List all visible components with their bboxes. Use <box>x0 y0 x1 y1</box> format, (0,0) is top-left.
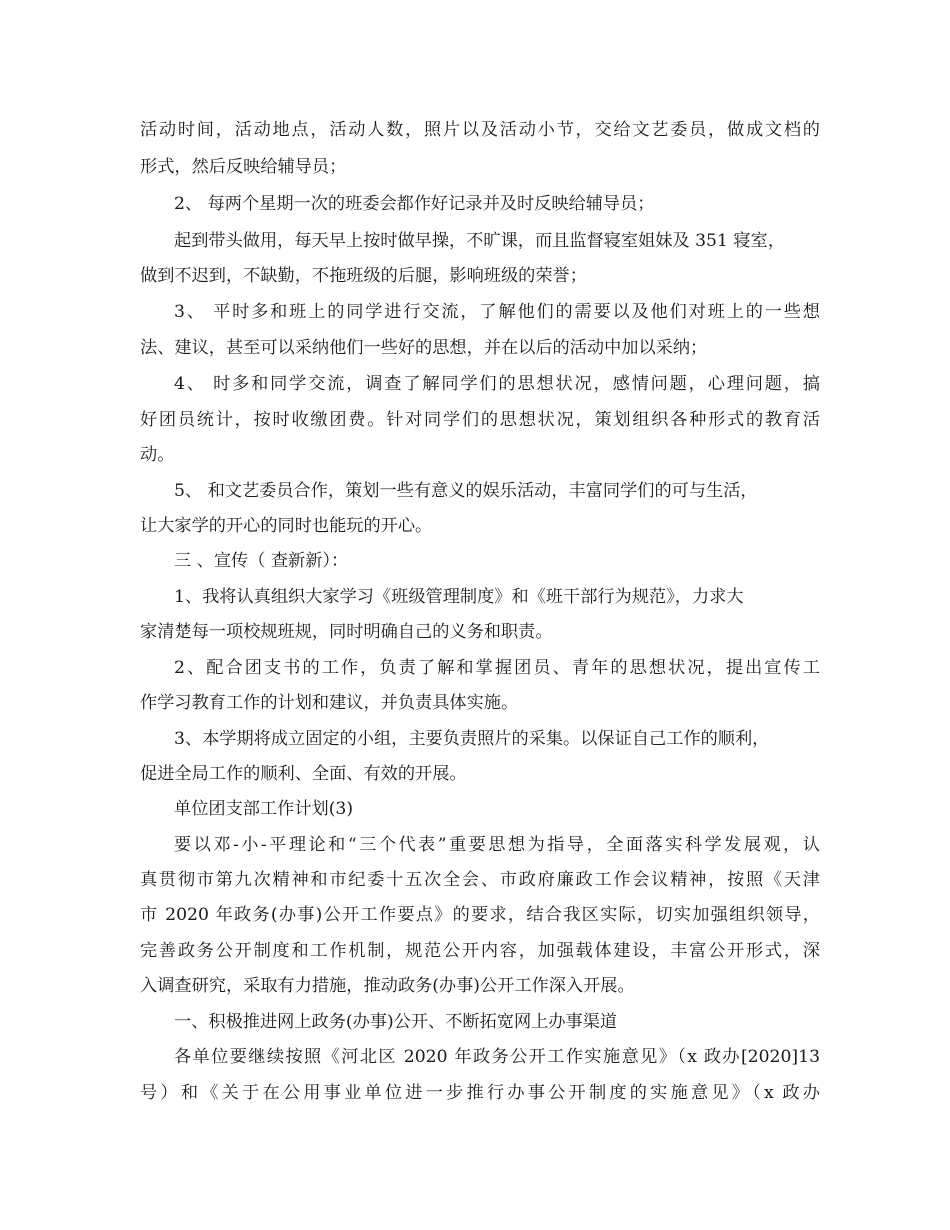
paragraph-line: 号）和《关于在公用事业单位进一步推行办事公开制度的实施意见》（x 政办 <box>140 1083 820 1103</box>
paragraph-line: 动。 <box>140 445 175 465</box>
paragraph-line: 好团员统计，按时收缴团费。针对同学们的思想状况，策划组织各种形式的教育活 <box>140 410 820 430</box>
paragraph-line: 形式，然后反映给辅导员； <box>140 157 347 177</box>
section-heading: 一、积极推进网上政务(办事)公开、不断拓宽网上办事渠道 <box>174 1012 618 1032</box>
paragraph-line: 法、建议，甚至可以采纳他们一些好的思想，并在以后的活动中加以采纳； <box>140 338 708 358</box>
section-title: 单位团支部工作计划(3) <box>174 799 354 819</box>
paragraph-line: 真贯彻市第九次精神和市纪委十五次全会、市政府廉政工作会议精神，按照《天津 <box>140 870 820 890</box>
paragraph-line: 2、配合团支书的工作，负责了解和掌握团员、青年的思想状况，提出宣传工 <box>174 658 820 678</box>
paragraph-line: 起到带头做用，每天早上按时做早操，不旷课，而且监督寝室姐妹及 351 寝室， <box>174 231 785 251</box>
paragraph-line: 各单位要继续按照《河北区 2020 年政务公开工作实施意见》（x 政办[2020]13 <box>174 1047 820 1067</box>
paragraph-line: 5、 和文艺委员合作，策划一些有意义的娱乐活动，丰富同学们的可与生活， <box>174 481 758 501</box>
paragraph-line: 市 2020 年政务(办事)公开工作要点》的要求，结合我区实际，切实加强组织领导， <box>140 905 820 925</box>
paragraph-line: 家清楚每一项校规班规，同时明确自己的义务和职责。 <box>140 622 553 642</box>
paragraph-line: 3、本学期将成立固定的小组，主要负责照片的采集。以保证自己工作的顺利， <box>174 729 770 749</box>
paragraph-line: 促进全局工作的顺利、全面、有效的开展。 <box>140 764 467 784</box>
paragraph-line: 入调查研究，采取有力措施，推动政务(办事)公开工作深入开展。 <box>140 976 635 996</box>
paragraph-line: 作学习教育工作的计划和建议，并负责具体实施。 <box>140 693 519 713</box>
paragraph-line: 完善政务公开制度和工作机制，规范公开内容，加强载体建设，丰富公开形式，深 <box>140 941 820 961</box>
paragraph-line: 活动时间，活动地点，活动人数，照片以及活动小节，交给文艺委员，做成文档的 <box>140 120 820 140</box>
paragraph-line: 要以邓-小-平理论和“三个代表”重要思想为指导，全面落实科学发展观，认 <box>174 835 820 855</box>
paragraph-line: 3、 平时多和班上的同学进行交流，了解他们的需要以及他们对班上的一些想 <box>174 302 820 322</box>
paragraph-line: 1、我将认真组织大家学习《班级管理制度》和《班干部行为规范》，力求大 <box>174 587 744 607</box>
paragraph-line: 让大家学的开心的同时也能玩的开心。 <box>140 516 433 536</box>
section-heading: 三 、宣传（ 查新新）： <box>174 551 349 571</box>
paragraph-line: 2、 每两个星期一次的班委会都作好记录并及时反映给辅导员； <box>174 194 655 214</box>
paragraph-line: 做到不迟到，不缺勤，不拖班级的后腿，影响班级的荣誉； <box>140 266 587 286</box>
paragraph-line: 4、 时多和同学交流，调查了解同学们的思想状况，感情问题，心理问题，搞 <box>174 374 820 394</box>
